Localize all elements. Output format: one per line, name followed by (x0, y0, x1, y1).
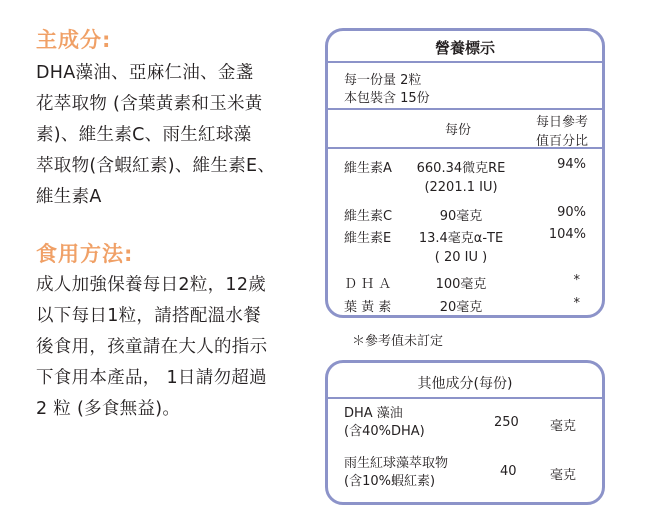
divider (328, 108, 602, 110)
other-item-name (344, 455, 448, 491)
row-amount: 13.4毫克α-TE (418, 231, 504, 246)
other-item-name-line2: (含40%DHA) (344, 424, 425, 439)
ingredients-line: DHA藻油、亞麻仁油、金盞 (36, 63, 254, 83)
row-name: 維生素A (344, 161, 392, 176)
usage-line: 後食用，孩童請在大人的指示 (36, 337, 268, 357)
other-item-name-line2: (含10%蝦紅素) (344, 474, 436, 489)
col-daily-value (526, 111, 598, 149)
usage-line: 成人加強保養每日2粒，12歲 (36, 275, 267, 295)
divider (328, 397, 602, 399)
divider (328, 61, 602, 63)
row-dv: 94% (557, 157, 586, 172)
row-amount: 20毫克 (439, 300, 483, 315)
row-dv: * (573, 273, 580, 288)
usage-heading: 食用方法: (36, 242, 134, 266)
col-dv-line1: 每日參考 (535, 115, 588, 130)
ingredients-line: 花萃取物 (含葉黃素和玉米黃 (36, 94, 263, 114)
footnote: ＊參考值未訂定 (352, 334, 444, 349)
col-per-serving: 每份 (444, 123, 471, 138)
ingredients-heading: 主成分: (36, 28, 112, 52)
other-item-unit: 毫克 (550, 419, 577, 434)
servings-per-pack: 本包裝含 15份 (344, 91, 430, 106)
usage-line: 2 粒 (多食無益)。 (36, 399, 181, 419)
row-name: 葉 黃 素 (344, 300, 392, 315)
row-amount: (2201.1 IU) (424, 180, 498, 195)
row-dv: 90% (557, 205, 586, 220)
other-item-unit: 毫克 (550, 468, 577, 483)
ingredients-line: 素)、維生素C、雨生紅球藻 (36, 125, 252, 145)
usage-line: 下食用本產品， 1日請勿超過 (36, 368, 267, 388)
ingredients-line: 維生素A (36, 187, 102, 207)
other-item-name-line1: 雨生紅球藻萃取物 (344, 456, 449, 471)
usage-line: 以下每日1粒，請搭配溫水餐 (36, 306, 262, 326)
other-title: 其他成分(每份) (417, 376, 513, 392)
other-item-amount: 40 (500, 464, 517, 479)
row-name: 維生素E (344, 231, 392, 246)
ingredients-line: 萃取物(含蝦紅素)、維生素E、 (36, 156, 276, 176)
row-amount: 90毫克 (439, 209, 483, 224)
row-dv: * (573, 296, 580, 311)
row-name: Ｄ Ｈ Ａ (344, 277, 392, 292)
row-name: 維生素C (344, 209, 393, 224)
nutrition-title: 營養標示 (434, 39, 495, 57)
usage-text (36, 270, 308, 425)
other-item-name-line1: DHA 藻油 (344, 406, 403, 421)
other-item-amount: 250 (494, 415, 519, 430)
other-ingredients-box (325, 360, 605, 505)
divider (328, 147, 602, 149)
serving-size: 每一份量 2粒 (344, 73, 422, 88)
row-dv: 104% (548, 227, 586, 242)
row-amount: ( 20 IU ) (434, 250, 488, 265)
other-item-name (344, 405, 425, 441)
col-dv-line2: 值百分比 (535, 134, 588, 149)
row-amount: 100毫克 (435, 277, 487, 292)
row-amount: 660.34微克RE (416, 161, 506, 176)
ingredients-text (36, 58, 308, 213)
nutrition-facts-box (325, 28, 605, 318)
